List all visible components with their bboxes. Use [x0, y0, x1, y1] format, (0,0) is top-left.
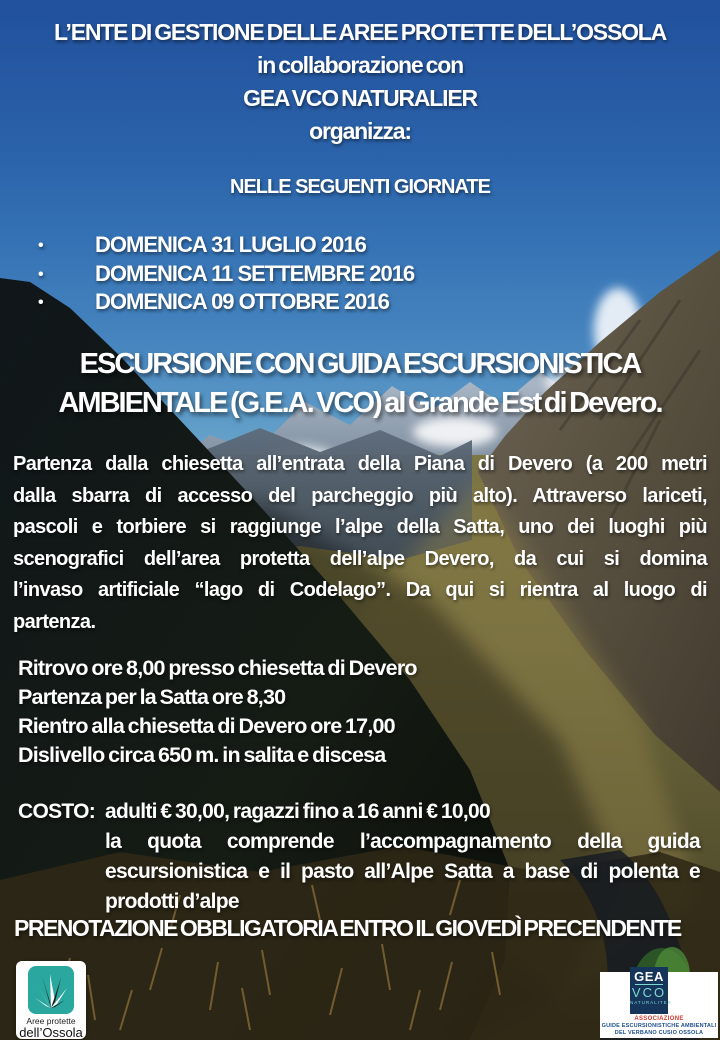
cost-content [105, 797, 700, 917]
naturaliter-label: NATURALITER [630, 1000, 672, 1005]
date-item: • DOMENICA 09 OTTOBRE 2016 [38, 288, 638, 317]
cost-line: escursionistica e il pasto all’Alpe Satta a base di polenta e [105, 860, 700, 883]
poster-header [0, 16, 720, 148]
dates-list [38, 231, 638, 317]
gea-vco-logo [600, 969, 718, 1038]
gea-acronym: GEA [634, 969, 664, 984]
dell-ossola-label: dell’Ossola [19, 1025, 83, 1040]
excursion-title-line-1: ESCURSIONE CON GUIDA ESCURSIONISTICA [79, 348, 641, 380]
organizer-line: L’ENTE DI GESTIONE DELLE AREE PROTETTE DELL’OSSOLA [53, 19, 667, 45]
cost-block [18, 797, 700, 917]
schedule-item: Rientro alla chiesetta di Devero ore 17,00 [18, 714, 395, 738]
cost-line: prodotti d’alpe [105, 890, 239, 913]
date-item: • DOMENICA 31 LUGLIO 2016 [38, 231, 638, 260]
aree-protette-label: Aree protette [26, 1016, 76, 1026]
schedule-item: Partenza per la Satta ore 8,30 [18, 685, 286, 709]
guide-line-2: DEL VERBANO CUSIO OSSOLA [614, 1030, 704, 1036]
description-line: scenografici dell’area protetta dell’alpe Devero, da cui si domina [13, 547, 707, 570]
agave-plant-icon [28, 966, 74, 1014]
associazione-label: ASSOCIAZIONE [634, 1016, 684, 1022]
excursion-title [0, 345, 720, 423]
description-line: Partenza dalla chiesetta all’entrata della Piana di Devero (a 200 metri [13, 453, 707, 475]
description-line: partenza. [13, 610, 96, 633]
vco-acronym: VCO [631, 985, 667, 1000]
aree-protette-logo [16, 961, 86, 1039]
excursion-title-line-2: AMBIENTALE (G.E.A. VCO) al Grande Est di Devero. [58, 387, 662, 419]
gea-vco-badge [630, 967, 672, 1014]
description-line: dalla sbarra di accesso del parcheggio più alto). Attraverso lariceti, [13, 484, 707, 507]
description-line: pascoli e torbiere si raggiunge l’alpe della Satta, uno dei luoghi più [13, 516, 707, 538]
partner-line: GEA VCO NATURALIER [243, 85, 477, 111]
description-paragraph [13, 449, 707, 638]
collaboration-line: in collaborazione con [257, 52, 463, 78]
organizza-line: organizza: [309, 118, 411, 144]
cost-label: COSTO: [18, 800, 96, 823]
description-line: l’invaso artificiale “lago di Codelago”. Da qui si rientra al luogo di [13, 579, 707, 601]
schedule-item: Ritrovo ore 8,00 presso chiesetta di Devero [18, 656, 417, 680]
date-item: • DOMENICA 11 SETTEMBRE 2016 [38, 260, 638, 289]
schedule-list [18, 654, 698, 770]
schedule-item: Dislivello circa 650 m. in salita e discesa [18, 743, 386, 767]
cost-line: adulti € 30,00, ragazzi fino a 16 anni € 10,00 [105, 800, 490, 823]
guide-line-1: GUIDE ESCURSIONISTICHE AMBIENTALI [601, 1023, 717, 1029]
cost-line: la quota comprende l’accompagnamento della guida [105, 830, 700, 853]
dates-heading: NELLE SEGUENTI GIORNATE [230, 176, 490, 198]
booking-notice: PRENOTAZIONE OBBLIGATORIA ENTRO IL GIOVEDÌ PRECENDENTE [14, 915, 681, 941]
